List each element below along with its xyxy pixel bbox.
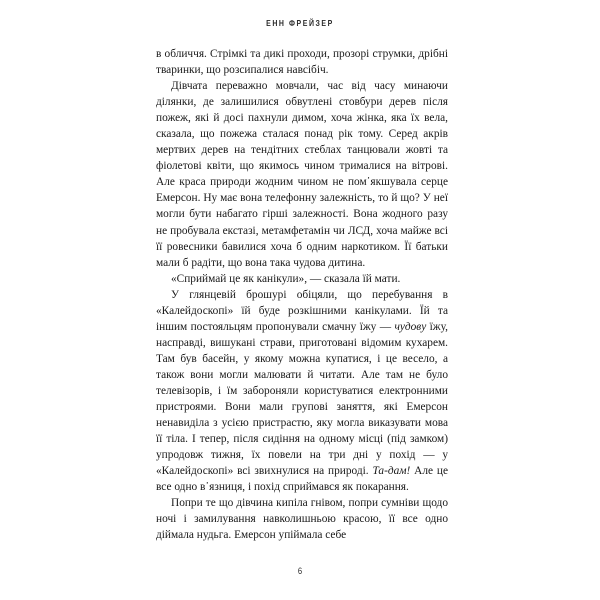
emphasis-text: Та-дам!: [372, 465, 411, 478]
paragraph: в обличчя. Стрімкі та дикі проходи, прозорі струмки, дрібні тваринки, що розсипалися навсібіч.: [156, 48, 448, 77]
running-head: ЕНН ФРЕЙЗЕР: [266, 18, 334, 28]
paragraph: Попри те що дівчина кипіла гнівом, попри сумніви щодо ночі і замилування навколишньою красою, її все одно діймала нудьга. Емерсон упіймала себе: [156, 497, 448, 542]
paragraph: «Сприймай це як канікули», — сказала їй мати.: [171, 272, 401, 285]
paragraph: Дівчата переважно мовчали, час від часу минаючи ділянки, де залишилися обвутлені стовбури дерев після пожеж, які й досі пахнули димом, хоча жінка, яка їх вела, сказала, що пожежа сталася понад рік тому. Серед акрів мертвих дерев на тендітних стеблах танцювали жовті та фіолетові квіти, що якимось чином трималися на вітрові. Але краса природи жодним чином не пом᾿якшувала серце Емерсон. Ну має вона телефонну залежність, то й що? У неї могли бути набагато гірші залежності. Вона жодного разу не пробувала екстазі, метамфетамін чи ЛСД, хоча майже всі її ровесники бавилися хоча б одним наркотиком. Її батьки мали б радіти, що вона така чудова дитина.: [156, 80, 448, 269]
page-number: 6: [297, 566, 303, 576]
body-text-block: [156, 46, 448, 543]
paragraph: У глянцевій брошурі обіцяли, що перебування в «Калейдоскопі» їй буде розкішними канікулами. Їй та іншим постояльцям пропонували смачну їжу — чудову їжу, насправді, вишукані страви, приготовані відомим кухарем. Там був басейн, у якому можна купатися, і це весело, а також вони могли малювати й читати. Але там не було телевізорів, і їм забороняли користуватися електронними пристроями. Вони мали групові заняття, які Емерсон ненавиділа з усією пристрастю, яку могла виказувати мова її тіла. І тепер, після сидіння на одному місці (під замком) упродовж тижня, їх повели на три дні у похід — у «Калейдоскопі» всі звихнулися на природі. Та-дам! Але це все одно в᾿язниця, і похід сприймався як покарання.: [156, 288, 448, 494]
emphasis-text: чудову: [394, 320, 427, 333]
